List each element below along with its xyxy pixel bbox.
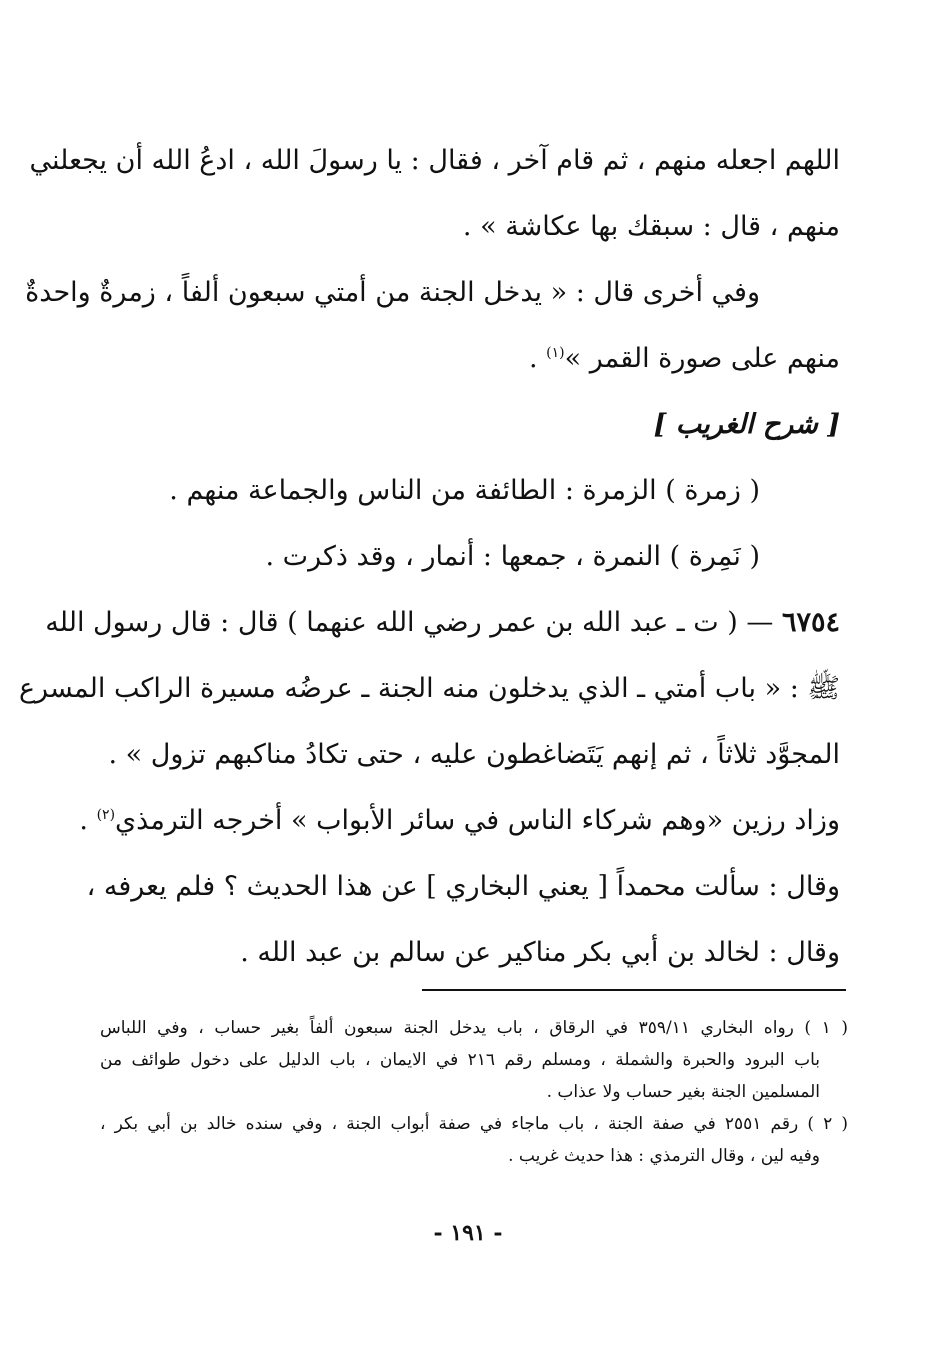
footnotes	[100, 1012, 848, 1172]
text-span: وزاد رزين «وهم شركاء الناس في سائر الأبواب » أخرجه الترمذي	[115, 805, 840, 836]
text-span: .	[79, 805, 97, 836]
text-line: المجوَّد ثلاثاً ، ثم إنهم يَتَضاغطون عليه ، حتى تكادُ مناكبهم تزول » .	[108, 739, 840, 770]
text-span: منهم على صورة القمر »	[564, 343, 840, 374]
text-line: اللهم اجعله منهم ، ثم قام آخر ، فقال : يا رسولَ الله ، ادعُ الله أن يجعلني	[29, 145, 840, 176]
main-text	[18, 128, 840, 986]
glossary-entry: ( زمرة ) الزمرة : الطائفة من الناس والجماعة منهم .	[169, 475, 760, 506]
text-line	[79, 788, 840, 854]
footnote-divider	[422, 989, 846, 991]
text-line	[100, 326, 840, 392]
footnote-line: باب البرود والحبرة والشملة ، ومسلم رقم ٢١٦ في الايمان ، باب الدليل على دخول طوائف من	[100, 1050, 820, 1070]
footnote-line: ( ٢ ) رقم ٢٥٥١ في صفة الجنة ، باب ماجاء في صفة أبواب الجنة ، وفي سنده خالد بن أبي بكر ،	[100, 1114, 848, 1134]
text-line: منهم ، قال : سبقك بها عكاشة » .	[462, 211, 840, 242]
text-line: وفي أخرى قال : « يدخل الجنة من أمتي سبعون ألفاً ، زمرةٌ واحدةٌ	[25, 277, 760, 308]
footnote-ref-1: (١)	[546, 345, 565, 361]
text-span: .	[528, 343, 547, 374]
hadith-number: ٦٧٥٤	[781, 607, 840, 638]
text-span: — ( ت ـ عبد الله بن عمر رضي الله عنهما ) قال : قال رسول الله	[45, 607, 774, 638]
hadith-header	[45, 590, 840, 656]
text-line: وقال : سألت محمداً [ يعني البخاري ] عن هذا الحديث ؟ فلم يعرفه ،	[86, 871, 840, 902]
text-line: وقال : لخالد بن أبي بكر مناكير عن سالم بن عبد الله .	[240, 937, 840, 968]
section-heading: [ شرح الغريب ]	[653, 409, 840, 440]
footnote-line: وفيه لين ، وقال الترمذي : هذا حديث غريب .	[508, 1146, 820, 1166]
footnote-ref-2: (٢)	[96, 807, 116, 823]
footnote-line: ( ١ ) رواه البخاري ٣٥٩/١١ في الرقاق ، باب يدخل الجنة سبعون ألفاً بغير حساب ، وفي اللباس	[100, 1018, 849, 1038]
footnote-line: المسلمين الجنة بغير حساب ولا عذاب .	[546, 1082, 820, 1102]
glossary-entry: ( نَمِرة ) النمرة ، جمعها : أنمار ، وقد ذكرت .	[265, 541, 760, 572]
page-number: - ١٩١ -	[433, 1220, 503, 1246]
text-line: ﷺ : « باب أمتي ـ الذي يدخلون منه الجنة ـ عرضُه مسيرة الراكب المسرع	[18, 673, 840, 704]
